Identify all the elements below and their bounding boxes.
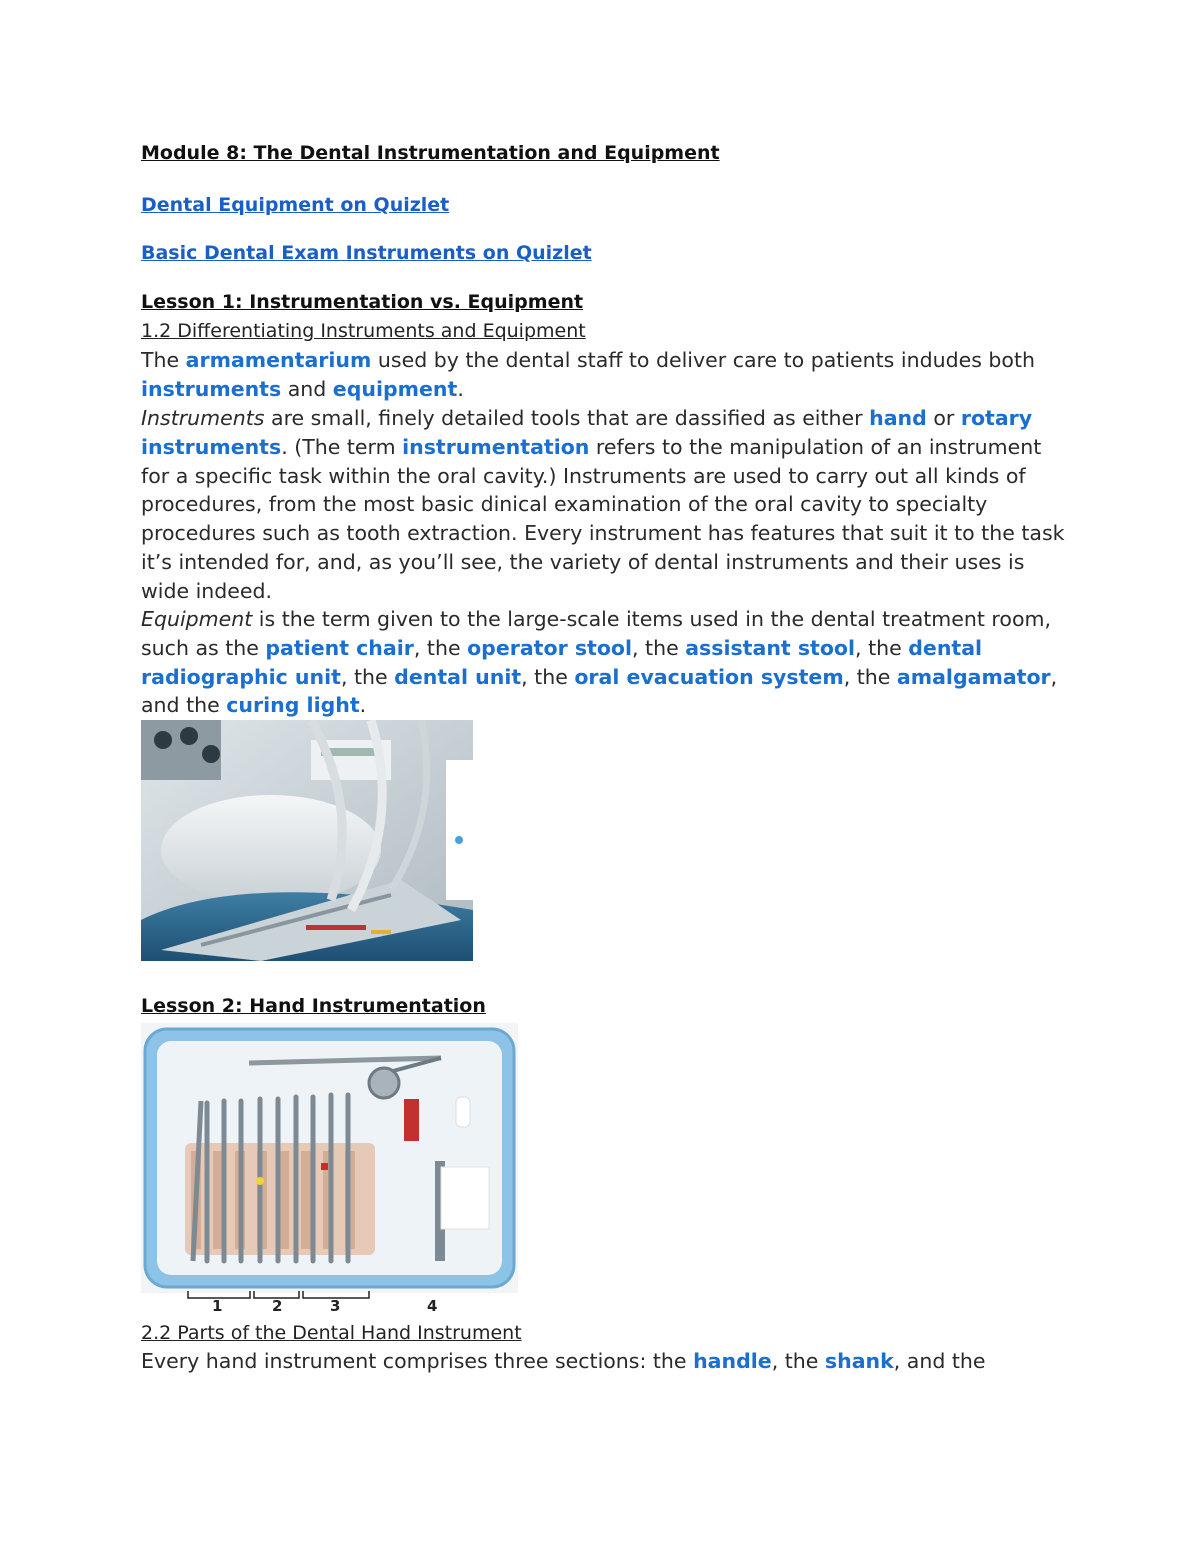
lesson2-heading: Lesson 2: Hand Instrumentation [141,995,486,1017]
lesson1-subheading: 1.2 Differentiating Instruments and Equipment [141,320,586,342]
lesson1-heading: Lesson 1: Instrumentation vs. Equipment [141,291,584,313]
figure-label-1: 1 [212,1297,223,1315]
figure-label-3: 3 [330,1297,341,1315]
dental-unit-photo [141,720,473,961]
lesson1-paragraph-equipment: Equipment is the term given to the large-scale items used in the dental treatment room, such as the patient chair, the operator stool, the assistant stool, the dental radiographic unit, the dental unit, the oral evacuation system, the amalgamator, and the curing light. [141,607,1058,718]
lesson1-paragraph-instruments: Instruments are small, finely detailed tools that are dassified as either hand or rotary instruments. (The term instrumentation refers to the manipulation of an instrument for a specific task within the oral cavity.) Instruments are used to carry out all kinds of procedures, from the most basic dinical examination of the oral cavity to specialty procedures such as tooth extraction. Every instrument has features that suit it to the task it’s intended for, and, as you’ll see, the variety of dental instruments and their uses is wide indeed. [141,406,1065,603]
lesson2-paragraph-parts: Every hand instrument comprises three sections: the handle, the shank, and the [141,1349,986,1373]
quizlet-equipment-link[interactable]: Dental Equipment on Quizlet [141,194,450,216]
instrument-tray-photo [141,1023,518,1293]
lesson1-paragraph-armamentarium: The armamentarium used by the dental staff to deliver care to patients indudes both instruments and equipment. [141,348,1035,401]
module-title: Module 8: The Dental Instrumentation and Equipment [141,142,720,164]
figure-label-4: 4 [427,1297,438,1315]
lesson2-subheading: 2.2 Parts of the Dental Hand Instrument [141,1322,522,1344]
figure-label-2: 2 [272,1297,283,1315]
quizlet-exam-instruments-link[interactable]: Basic Dental Exam Instruments on Quizlet [141,242,592,264]
